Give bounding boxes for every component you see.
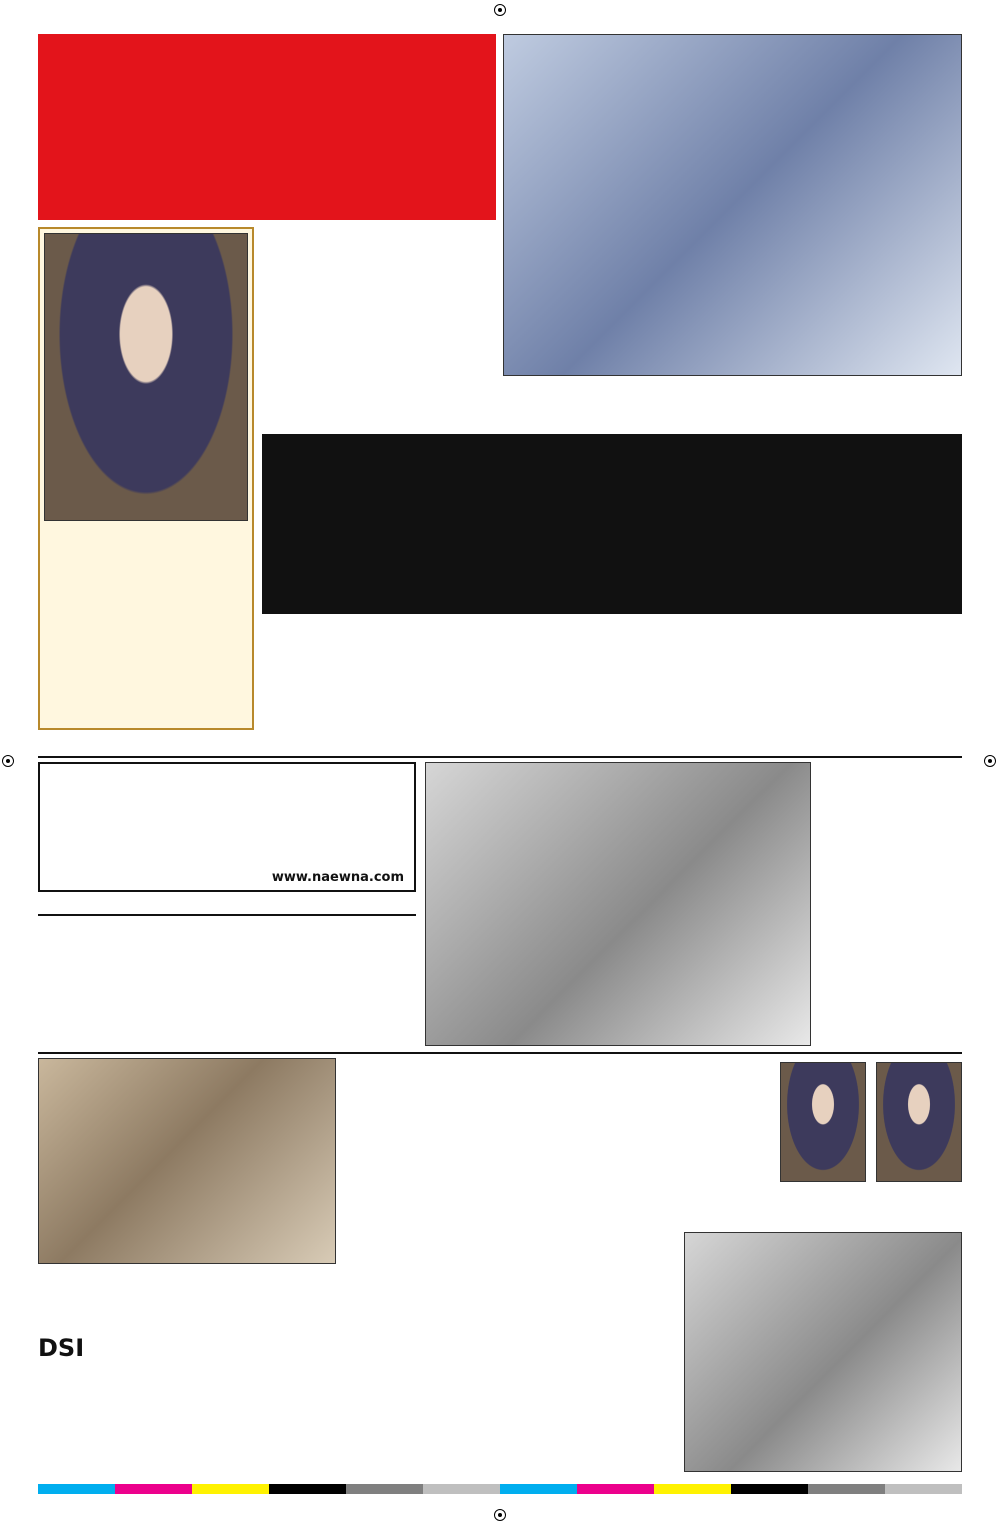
dsi-body bbox=[38, 1414, 336, 1468]
masthead-url[interactable]: www.naewna.com bbox=[271, 870, 404, 885]
print-color-bar bbox=[38, 1484, 962, 1494]
story-b-body bbox=[280, 930, 418, 1026]
princess-box bbox=[38, 227, 254, 730]
masthead bbox=[38, 762, 416, 892]
dsi-headline-2: DSI bbox=[38, 1334, 85, 1362]
border-checkpoint-photo bbox=[684, 1232, 962, 1472]
dsi-headline bbox=[38, 1330, 336, 1410]
rich-portrait-2 bbox=[876, 1062, 962, 1182]
lead-headline-band bbox=[38, 34, 496, 220]
rich-headline bbox=[344, 1066, 770, 1226]
registration-mark-bottom bbox=[494, 1509, 506, 1521]
border-note-body bbox=[548, 1250, 678, 1462]
registration-mark-right bbox=[984, 755, 996, 767]
newspaper-logo bbox=[48, 786, 408, 852]
right-note bbox=[820, 764, 962, 934]
dsi-raid-photo bbox=[38, 1058, 336, 1264]
main-headline-band bbox=[262, 434, 962, 614]
registration-mark-top bbox=[494, 4, 506, 16]
story-c-headline bbox=[820, 938, 962, 1034]
princess-portrait bbox=[44, 233, 248, 521]
princess-footer bbox=[46, 681, 250, 725]
registration-mark-left bbox=[2, 755, 14, 767]
story-b-headline bbox=[38, 930, 278, 1042]
princess-names bbox=[46, 525, 250, 675]
story-a-body bbox=[262, 328, 498, 412]
rich-portrait-1 bbox=[780, 1062, 866, 1182]
dsi-photo-caption bbox=[38, 1268, 336, 1324]
rich-body bbox=[344, 1232, 540, 1464]
issue-line bbox=[38, 898, 416, 916]
story-a-headline bbox=[262, 228, 498, 326]
main-subheadline bbox=[262, 624, 622, 752]
main-body bbox=[632, 624, 962, 736]
divider-lower bbox=[38, 1052, 962, 1054]
party-leaders-photo bbox=[425, 762, 811, 1046]
royal-ceremony-caption bbox=[503, 380, 962, 428]
royal-ceremony-photo bbox=[503, 34, 962, 376]
divider-mid bbox=[38, 756, 962, 758]
